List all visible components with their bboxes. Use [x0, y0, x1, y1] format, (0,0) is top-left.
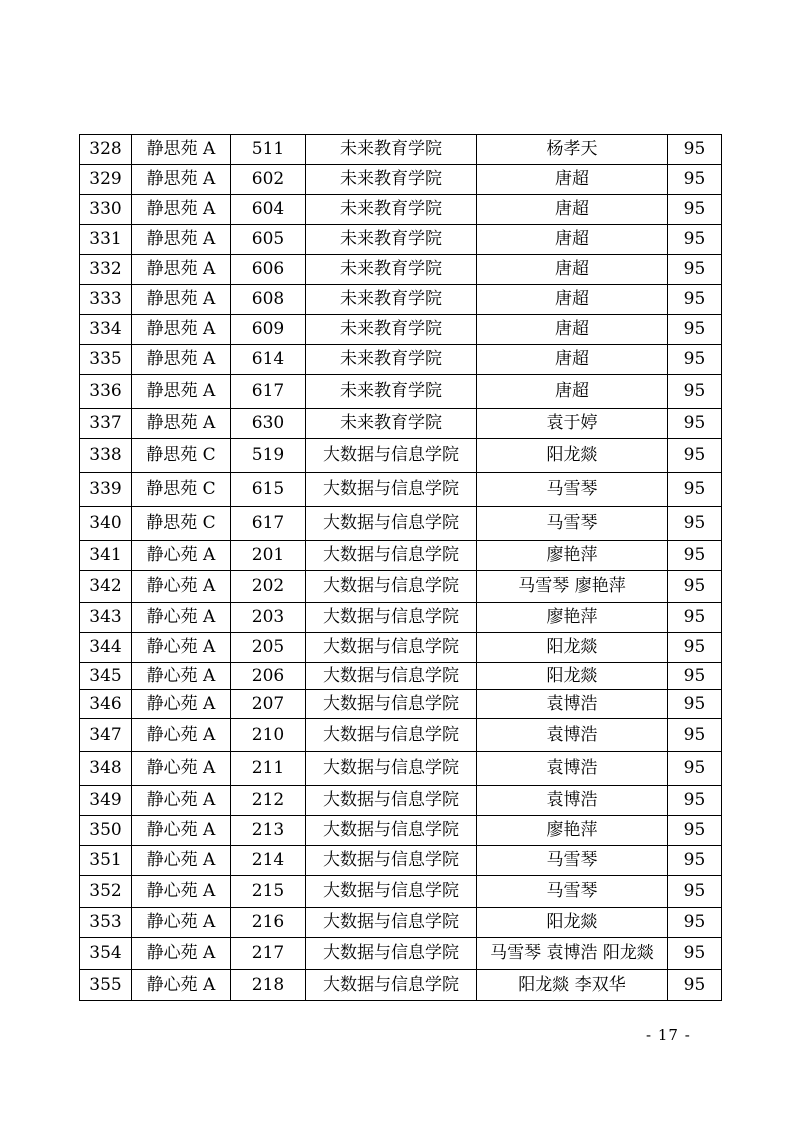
score-cell: 95 [668, 225, 722, 255]
college-cell: 未来教育学院 [306, 375, 477, 409]
room-number-cell: 210 [231, 719, 306, 752]
building-cell: 静心苑 A [132, 719, 231, 752]
responsible-person-cell: 马雪琴 袁博浩 阳龙燚 [477, 938, 668, 970]
responsible-person-cell: 唐超 [477, 255, 668, 285]
table-row [80, 908, 722, 938]
responsible-person-cell: 袁博浩 [477, 690, 668, 719]
table-row [80, 439, 722, 473]
room-number-cell: 207 [231, 690, 306, 719]
table-row [80, 473, 722, 507]
table-body [80, 135, 722, 1001]
building-cell: 静思苑 A [132, 375, 231, 409]
responsible-person-cell: 阳龙燚 [477, 908, 668, 938]
row-number-cell: 345 [80, 663, 132, 690]
score-cell: 95 [668, 507, 722, 541]
room-number-cell: 604 [231, 195, 306, 225]
college-cell: 大数据与信息学院 [306, 908, 477, 938]
table-row [80, 375, 722, 409]
responsible-person-cell: 马雪琴 [477, 846, 668, 876]
score-cell: 95 [668, 571, 722, 603]
row-number-cell: 334 [80, 315, 132, 345]
table-row [80, 876, 722, 908]
building-cell: 静心苑 A [132, 690, 231, 719]
row-number-cell: 332 [80, 255, 132, 285]
table-row [80, 719, 722, 752]
row-number-cell: 353 [80, 908, 132, 938]
room-number-cell: 608 [231, 285, 306, 315]
score-cell: 95 [668, 439, 722, 473]
score-cell: 95 [668, 876, 722, 908]
room-number-cell: 614 [231, 345, 306, 375]
college-cell: 大数据与信息学院 [306, 938, 477, 970]
room-number-cell: 201 [231, 541, 306, 571]
responsible-person-cell: 廖艳萍 [477, 603, 668, 633]
responsible-person-cell: 阳龙燚 李双华 [477, 970, 668, 1001]
building-cell: 静思苑 A [132, 255, 231, 285]
room-number-cell: 519 [231, 439, 306, 473]
table-row [80, 285, 722, 315]
responsible-person-cell: 马雪琴 [477, 473, 668, 507]
college-cell: 未来教育学院 [306, 165, 477, 195]
responsible-person-cell: 唐超 [477, 225, 668, 255]
room-number-cell: 605 [231, 225, 306, 255]
college-cell: 未来教育学院 [306, 225, 477, 255]
building-cell: 静心苑 A [132, 571, 231, 603]
building-cell: 静心苑 A [132, 938, 231, 970]
building-cell: 静思苑 C [132, 473, 231, 507]
building-cell: 静思苑 A [132, 195, 231, 225]
score-cell: 95 [668, 165, 722, 195]
room-number-cell: 206 [231, 663, 306, 690]
score-cell: 95 [668, 970, 722, 1001]
score-cell: 95 [668, 908, 722, 938]
row-number-cell: 341 [80, 541, 132, 571]
building-cell: 静思苑 C [132, 439, 231, 473]
college-cell: 大数据与信息学院 [306, 439, 477, 473]
responsible-person-cell: 阳龙燚 [477, 633, 668, 663]
row-number-cell: 339 [80, 473, 132, 507]
table-row [80, 135, 722, 165]
score-cell: 95 [668, 255, 722, 285]
room-number-cell: 609 [231, 315, 306, 345]
row-number-cell: 335 [80, 345, 132, 375]
room-number-cell: 202 [231, 571, 306, 603]
building-cell: 静心苑 A [132, 663, 231, 690]
row-number-cell: 351 [80, 846, 132, 876]
table-row [80, 633, 722, 663]
table-row [80, 571, 722, 603]
table-row [80, 846, 722, 876]
room-number-cell: 617 [231, 375, 306, 409]
table-row [80, 786, 722, 816]
room-number-cell: 213 [231, 816, 306, 846]
room-number-cell: 615 [231, 473, 306, 507]
building-cell: 静心苑 A [132, 633, 231, 663]
college-cell: 未来教育学院 [306, 345, 477, 375]
college-cell: 未来教育学院 [306, 255, 477, 285]
row-number-cell: 344 [80, 633, 132, 663]
college-cell: 未来教育学院 [306, 135, 477, 165]
table-row [80, 541, 722, 571]
row-number-cell: 337 [80, 409, 132, 439]
room-number-cell: 218 [231, 970, 306, 1001]
row-number-cell: 348 [80, 752, 132, 786]
score-cell: 95 [668, 663, 722, 690]
college-cell: 大数据与信息学院 [306, 786, 477, 816]
table-row [80, 938, 722, 970]
table-row [80, 752, 722, 786]
responsible-person-cell: 阳龙燚 [477, 663, 668, 690]
building-cell: 静思苑 C [132, 507, 231, 541]
building-cell: 静思苑 A [132, 409, 231, 439]
college-cell: 大数据与信息学院 [306, 970, 477, 1001]
building-cell: 静心苑 A [132, 908, 231, 938]
row-number-cell: 328 [80, 135, 132, 165]
score-cell: 95 [668, 409, 722, 439]
row-number-cell: 330 [80, 195, 132, 225]
building-cell: 静心苑 A [132, 846, 231, 876]
responsible-person-cell: 唐超 [477, 195, 668, 225]
college-cell: 大数据与信息学院 [306, 571, 477, 603]
score-cell: 95 [668, 603, 722, 633]
row-number-cell: 331 [80, 225, 132, 255]
table-row [80, 409, 722, 439]
responsible-person-cell: 马雪琴 廖艳萍 [477, 571, 668, 603]
responsible-person-cell: 廖艳萍 [477, 816, 668, 846]
score-cell: 95 [668, 345, 722, 375]
responsible-person-cell: 袁博浩 [477, 752, 668, 786]
row-number-cell: 347 [80, 719, 132, 752]
table-row [80, 255, 722, 285]
responsible-person-cell: 唐超 [477, 345, 668, 375]
responsible-person-cell: 马雪琴 [477, 876, 668, 908]
building-cell: 静思苑 A [132, 345, 231, 375]
table-row [80, 225, 722, 255]
building-cell: 静心苑 A [132, 541, 231, 571]
row-number-cell: 355 [80, 970, 132, 1001]
responsible-person-cell: 袁于婷 [477, 409, 668, 439]
score-cell: 95 [668, 690, 722, 719]
score-cell: 95 [668, 285, 722, 315]
building-cell: 静心苑 A [132, 786, 231, 816]
responsible-person-cell: 马雪琴 [477, 507, 668, 541]
college-cell: 大数据与信息学院 [306, 719, 477, 752]
college-cell: 大数据与信息学院 [306, 752, 477, 786]
responsible-person-cell: 廖艳萍 [477, 541, 668, 571]
college-cell: 大数据与信息学院 [306, 507, 477, 541]
responsible-person-cell: 阳龙燚 [477, 439, 668, 473]
score-cell: 95 [668, 719, 722, 752]
row-number-cell: 338 [80, 439, 132, 473]
row-number-cell: 329 [80, 165, 132, 195]
building-cell: 静心苑 A [132, 603, 231, 633]
score-cell: 95 [668, 786, 722, 816]
row-number-cell: 352 [80, 876, 132, 908]
building-cell: 静心苑 A [132, 876, 231, 908]
room-number-cell: 630 [231, 409, 306, 439]
row-number-cell: 354 [80, 938, 132, 970]
building-cell: 静思苑 A [132, 165, 231, 195]
college-cell: 大数据与信息学院 [306, 876, 477, 908]
dormitory-score-table [79, 134, 722, 1001]
building-cell: 静心苑 A [132, 816, 231, 846]
responsible-person-cell: 袁博浩 [477, 719, 668, 752]
table-row [80, 663, 722, 690]
room-number-cell: 617 [231, 507, 306, 541]
room-number-cell: 602 [231, 165, 306, 195]
score-cell: 95 [668, 375, 722, 409]
building-cell: 静思苑 A [132, 225, 231, 255]
college-cell: 大数据与信息学院 [306, 663, 477, 690]
responsible-person-cell: 唐超 [477, 165, 668, 195]
responsible-person-cell: 杨孝天 [477, 135, 668, 165]
responsible-person-cell: 唐超 [477, 285, 668, 315]
score-cell: 95 [668, 135, 722, 165]
college-cell: 大数据与信息学院 [306, 541, 477, 571]
college-cell: 大数据与信息学院 [306, 633, 477, 663]
row-number-cell: 336 [80, 375, 132, 409]
building-cell: 静思苑 A [132, 285, 231, 315]
row-number-cell: 350 [80, 816, 132, 846]
row-number-cell: 346 [80, 690, 132, 719]
table-row [80, 970, 722, 1001]
room-number-cell: 214 [231, 846, 306, 876]
room-number-cell: 217 [231, 938, 306, 970]
college-cell: 未来教育学院 [306, 315, 477, 345]
college-cell: 大数据与信息学院 [306, 690, 477, 719]
building-cell: 静思苑 A [132, 135, 231, 165]
score-cell: 95 [668, 938, 722, 970]
score-cell: 95 [668, 315, 722, 345]
room-number-cell: 606 [231, 255, 306, 285]
row-number-cell: 342 [80, 571, 132, 603]
row-number-cell: 340 [80, 507, 132, 541]
room-number-cell: 212 [231, 786, 306, 816]
room-number-cell: 511 [231, 135, 306, 165]
score-cell: 95 [668, 846, 722, 876]
responsible-person-cell: 袁博浩 [477, 786, 668, 816]
score-cell: 95 [668, 541, 722, 571]
college-cell: 大数据与信息学院 [306, 603, 477, 633]
responsible-person-cell: 唐超 [477, 375, 668, 409]
college-cell: 未来教育学院 [306, 409, 477, 439]
college-cell: 大数据与信息学院 [306, 473, 477, 507]
table-row [80, 315, 722, 345]
table-row [80, 816, 722, 846]
row-number-cell: 349 [80, 786, 132, 816]
table-row [80, 507, 722, 541]
score-cell: 95 [668, 816, 722, 846]
table-row [80, 603, 722, 633]
score-cell: 95 [668, 633, 722, 663]
row-number-cell: 333 [80, 285, 132, 315]
room-number-cell: 211 [231, 752, 306, 786]
table-row [80, 195, 722, 225]
table-row [80, 345, 722, 375]
building-cell: 静思苑 A [132, 315, 231, 345]
row-number-cell: 343 [80, 603, 132, 633]
page-number: - 17 - [646, 1026, 691, 1044]
building-cell: 静心苑 A [132, 970, 231, 1001]
responsible-person-cell: 唐超 [477, 315, 668, 345]
building-cell: 静心苑 A [132, 752, 231, 786]
score-cell: 95 [668, 195, 722, 225]
room-number-cell: 203 [231, 603, 306, 633]
score-cell: 95 [668, 752, 722, 786]
room-number-cell: 205 [231, 633, 306, 663]
room-number-cell: 216 [231, 908, 306, 938]
college-cell: 未来教育学院 [306, 195, 477, 225]
score-cell: 95 [668, 473, 722, 507]
college-cell: 未来教育学院 [306, 285, 477, 315]
room-number-cell: 215 [231, 876, 306, 908]
college-cell: 大数据与信息学院 [306, 816, 477, 846]
college-cell: 大数据与信息学院 [306, 846, 477, 876]
table-row [80, 690, 722, 719]
table-row [80, 165, 722, 195]
